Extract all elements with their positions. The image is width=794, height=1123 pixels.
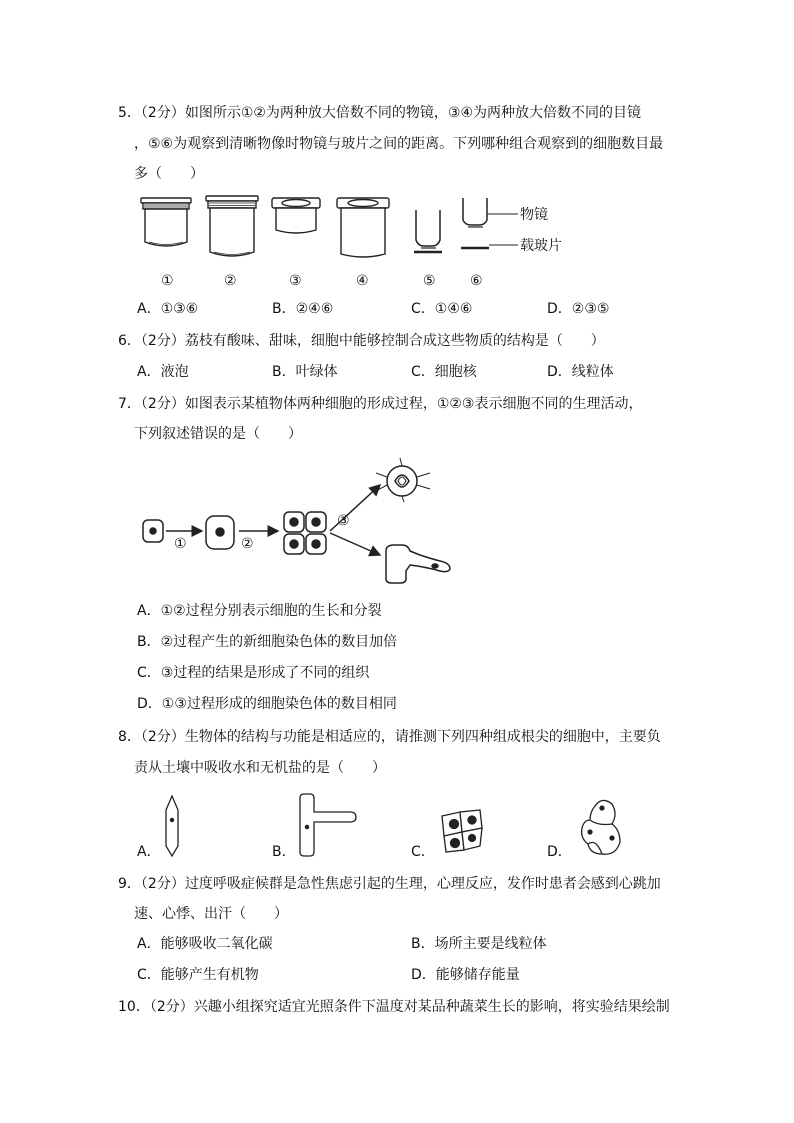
q9-stem-line1: 9．（2分）过度呼吸症候群是急性焦虑引起的生理，心理反应，发作时患者会感到心跳加 — [118, 876, 661, 892]
meristem-cells — [442, 810, 482, 852]
q5-option-b[interactable]: B．②④⑥ — [272, 301, 334, 317]
fig5-label-5: ⑤ — [423, 273, 436, 289]
q7-option-a[interactable]: A．①②过程分别表示细胞的生长和分裂 — [137, 603, 382, 619]
q9-option-a[interactable]: A．能够吸收二氧化碳 — [137, 936, 273, 952]
slide-pointer-label: 载玻片 — [520, 238, 562, 254]
q7-stem-line2: 下列叙述错误的是（ ） — [134, 426, 302, 442]
stomata-cell — [376, 458, 430, 502]
eyepiece-lens-3 — [272, 198, 320, 233]
distance-diagram-5 — [414, 210, 442, 252]
q8-option-a[interactable]: A． — [137, 844, 161, 860]
fig7-label-1: ① — [174, 536, 187, 552]
fig5-label-2: ② — [224, 273, 237, 289]
q8-stem-line1: 8．（2分）生物体的结构与功能是相适应的，请推测下列四种组成根尖的细胞中，主要负 — [118, 729, 661, 745]
objective-pointer-label: 物镜 — [520, 207, 548, 223]
q8-option-c[interactable]: C． — [411, 844, 435, 860]
q5-option-d[interactable]: D．②③⑤ — [547, 301, 610, 317]
q5-stem-line2: ，⑤⑥为观察到清晰物像时物镜与玻片之间的距离。下列哪种组合观察到的细胞数目最 — [134, 136, 664, 152]
root-hair-cell-b — [300, 794, 356, 856]
q8-stem-line2: 责从土壤中吸收水和无机盐的是（ ） — [134, 760, 386, 776]
q9-option-d[interactable]: D．能够储存能量 — [411, 967, 520, 983]
fig5-label-3: ③ — [289, 273, 302, 289]
q10-stem-line1: 10．（2分）兴趣小组探究适宜光照条件下温度对某品种蔬菜生长的影响，将实验结果绘制 — [118, 999, 670, 1015]
q6-option-d[interactable]: D．线粒体 — [547, 364, 614, 380]
fig7-label-2: ② — [241, 536, 254, 552]
q7-option-c[interactable]: C．③过程的结果是形成了不同的组织 — [137, 665, 370, 681]
cell-formation-diagram — [140, 455, 460, 590]
root-hair-cell — [386, 545, 450, 583]
q5-stem-line3: 多（ ） — [134, 166, 204, 182]
q6-option-c[interactable]: C．细胞核 — [411, 364, 477, 380]
q7-stem-line1: 7．（2分）如图表示某植物体两种细胞的形成过程，①②③表示细胞不同的生理活动， — [118, 396, 643, 412]
q9-option-c[interactable]: C．能够产生有机物 — [137, 967, 259, 983]
objective-lens-1 — [141, 198, 191, 246]
q5-stem-line1: 5．（2分）如图所示①②为两种放大倍数不同的物镜，③④为两种放大倍数不同的目镜 — [118, 105, 642, 121]
q8-option-b[interactable]: B． — [272, 844, 296, 860]
root-cells-figure — [150, 790, 650, 860]
elongated-cell — [166, 796, 178, 856]
dividing-cells — [284, 512, 326, 554]
q8-option-d[interactable]: D． — [547, 844, 572, 860]
q5-option-a[interactable]: A．①③⑥ — [137, 301, 199, 317]
q6-option-a[interactable]: A．液泡 — [137, 364, 189, 380]
objective-lens-2 — [206, 196, 258, 256]
fig5-label-6: ⑥ — [470, 273, 483, 289]
fig5-label-4: ④ — [356, 273, 369, 289]
q7-option-d[interactable]: D．①③过程形成的细胞染色体的数目相同 — [137, 696, 397, 712]
distance-diagram-6 — [461, 198, 518, 248]
mature-cells — [582, 800, 620, 854]
q5-option-c[interactable]: C．①④⑥ — [411, 301, 473, 317]
q7-option-b[interactable]: B．②过程产生的新细胞染色体的数目加倍 — [137, 634, 398, 650]
fig7-label-3: ③ — [337, 513, 350, 529]
eyepiece-lens-4 — [337, 198, 389, 257]
fig5-label-1: ① — [161, 273, 174, 289]
q9-stem-line2: 速、心悸、出汗（ ） — [134, 906, 288, 922]
q6-option-b[interactable]: B．叶绿体 — [272, 364, 338, 380]
q6-stem-line1: 6．（2分）荔枝有酸味、甜味，细胞中能够控制合成这些物质的结构是（ ） — [118, 333, 605, 349]
q9-option-b[interactable]: B．场所主要是线粒体 — [411, 936, 547, 952]
